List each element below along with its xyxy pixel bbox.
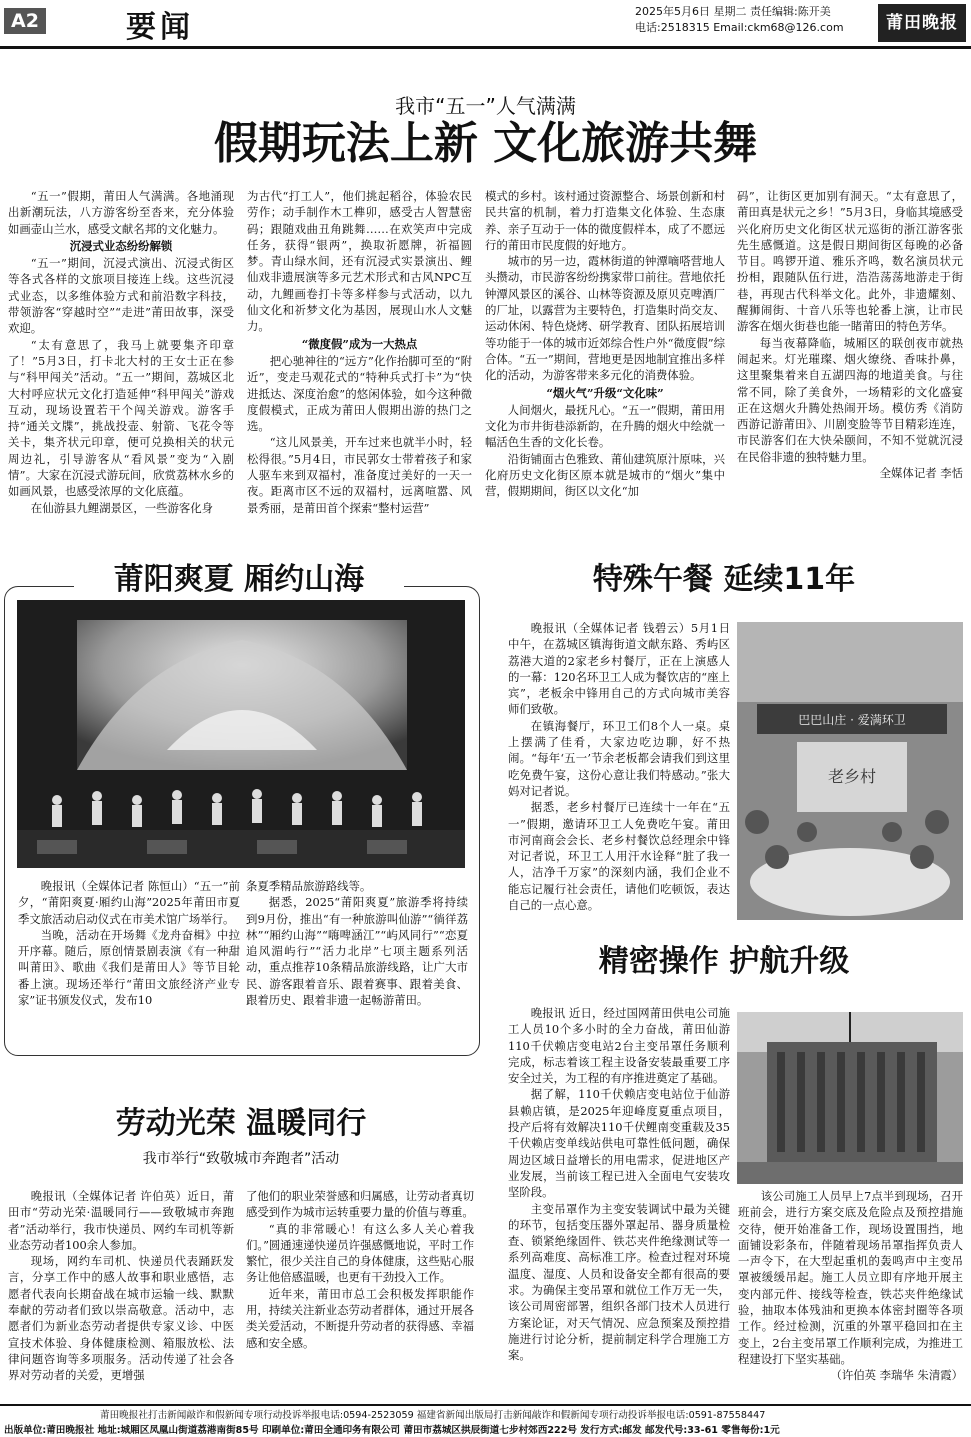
page-header <box>0 0 971 49</box>
paragraph: 沿街铺面古色雅致、莆仙建筑原汁原味，兴化府历史文化街区原本就是城市的“烟火”集中营，假期期间，街区以文化“加 <box>485 451 725 499</box>
contact-line: 电话:2518315 Email:ckm68@126.com <box>635 21 844 34</box>
lead-column-3 <box>485 188 725 552</box>
paragraph: 该公司施工人员早上7点半到现场，召开班前会，进行方案交底及危险点及预控措施交待，便开始准备工作，现场设置围挡，地面铺设彩条布，伴随着现场吊罩指挥负责人一声令下，在大型起重机的轰鸣声中主变吊罩被缓缓吊起。施工人员立即有序地开展主变内部元件、接线等检查，铁芯夹件绝缘试验，抽取本体残油和更换本体密封圈等各项工作。经过检测，沉重的外罩平稳回扣在主变上，2台主变吊罩工作顺利完成，为推进工程建设打下坚实基础。 <box>738 1189 963 1366</box>
photo-sign-text: 老乡村 <box>827 767 877 786</box>
labor-subhead: 我市举行“致敬城市奔跑者”活动 <box>142 1151 340 1167</box>
byline: 全媒体记者 李恬 <box>879 466 963 481</box>
footer-publisher: 出版单位:莆田晚报社 地址:城厢区凤凰山街道荔港南街85号 印刷单位:莆田全通印务有限公司 莆田市荔城区拱辰街道七步村郊西222号 发行方式:邮发 邮发代号:33-61 零售每份:1元 <box>4 1425 780 1436</box>
footer-hotline: 莆田晚报社打击新闻敲诈和假新闻专项行动投诉举报电话:0594-2523059 福建省新闻出版局打击新闻敲诈和假新闻专项行动投诉举报电话:0591-87558447 <box>100 1410 766 1421</box>
summer-headline: 莆阳爽夏 厢约山海 <box>113 562 365 597</box>
lead-headline: 假期玩法上新 文化旅游共舞 <box>213 118 758 169</box>
footer-rule <box>0 1404 971 1406</box>
meal-column-1 <box>508 620 730 920</box>
paragraph: 据悉，2025“莆阳爽夏”旅游季将持续到9月份，推出“有一种旅游叫仙游”“徜徉荔林”“厢约山海”“嗨啤涵江”“屿风同行”“恋夏追风湄屿行”“活力北岸”七项主题系列活动，重点推荐10条精品旅游线路，让广大市民、游客跟着音乐、跟着赛事、跟着美食、跟着历史、跟着非遗一起畅游莆田。 <box>246 895 468 1008</box>
paragraph: 据了解，110千伏赖店变电站位于仙游县赖店镇，是2025年迎峰度夏重点项目，投产后将有效解决110千伏鲤南变重载及35千伏赖店变单线站供电可靠性低问题，确保周边区域日益增长的用电需求，促进地区产业发展，当前该工程已进入全面电气安装攻坚阶段。 <box>508 1087 730 1200</box>
summer-column-1 <box>18 878 240 1048</box>
labor-column-2 <box>246 1188 474 1398</box>
newspaper-logo: 莆田晚报 <box>878 4 966 42</box>
subheading: 沉浸式业态纷纷解锁 <box>69 238 173 253</box>
photo-banner-text: 巴巴山庄 · 爱满环卫 <box>798 713 906 727</box>
transformer-photo <box>737 1012 963 1184</box>
section-title: 要闻 <box>126 10 194 45</box>
paragraph: 在镇海餐厅，环卫工们8个人一桌。桌上摆满了佳肴，大家边吃边聊，好不热闹。“每年‘五一’节余老板都会请我们到这里吃免费午宴，这份心意让我们特感动。”张大妈对记者说。 <box>508 718 730 798</box>
paragraph: 在仙游县九鲤湖景区，一些游客化身 <box>30 500 214 515</box>
paragraph: 晚报讯（全媒体记者 钱碧云）5月1日中午，在荔城区镇海街道文献东路、秀屿区荔港大道的2家老乡村餐厅，正在上演感人的一幕：120名环卫工人成为餐饮店的“座上宾”，老板余中锋用自己的方式向城市美容师们致敬。 <box>508 621 730 717</box>
paragraph: “这儿风景美，开车过来也就半小时，轻松得很。”5月4日，市民郭女士带着孩子和家人驱车来到双福村，准备度过美好的一天一夜。距离市区不远的双福村，远离喧嚣、风景秀丽，是莆田首个探索“整村运营” <box>247 435 472 515</box>
paragraph: 现场，网约车司机、快递员代表踊跃发言，分享工作中的感人故事和职业感悟，志愿者代表向长期奋战在城市运输一线、默默奉献的劳动者们致以崇高敬意。活动中，志愿者们为新业态劳动者提供专家义诊、中医宣技术体验、身体健康检测、箱服放松、法律问题咨询等多项服务。活动传递了社会各界对劳动者的关爱，更增强 <box>8 1254 234 1383</box>
lead-column-2 <box>247 188 472 552</box>
paragraph: 模式的乡村。该村通过资源整合、场景创新和村民共富的机制，着力打造集文化体验、生态康养、亲子互动于一体的微度假样本，成了不愿远行的莆田市民度假的好地方。 <box>485 189 725 252</box>
byline: （许伯英 李瑞华 朱清霞） <box>830 1368 963 1383</box>
paragraph: 当晚，活动在开场舞《龙舟奋楫》中拉开序幕。随后，原创情景剧表演《有一种甜叫莆田》、歌曲《我们是莆田人》等节目轮番上演。现场还举行“莆田文旅经济产业专家”证书颁发仪式，发布10 <box>18 927 240 1008</box>
power-column-1 <box>508 1005 730 1399</box>
page-number: A2 <box>4 8 46 34</box>
paragraph: 城市的另一边，霞林街道的钟潭嘀嗒营地人头攒动，市民游客纷纷携家带口前往。营地依托钟潭风景区的溪谷、山林等资源及原贝克啤酒厂的厂址，以露营为主要特色，打造集时尚交友、运动休闲、特色烧烤、研学教育、团队拓展培训等功能于一体的城市近郊综合性户外“微度假”综合体。“五一”期间，营地更是因地制宜推出多样化的活动，为游客带来多元化的消费体验。 <box>485 254 725 383</box>
restaurant-lunch-photo <box>737 622 963 920</box>
paragraph: 晚报讯（全媒体记者 陈恒山）“五一”前夕，“莆阳爽夏·厢约山海”2025年莆田市夏季文旅活动启动仪式在市美术馆广场举行。 <box>18 879 240 926</box>
paragraph: “五一”假期，莆田人气满满。各地涌现出新潮玩法，八方游客纷至沓来，充分体验如画壶山兰水，感受文献名邦的文化魅力。 <box>8 189 234 236</box>
labor-headline: 劳动光荣 温暖同行 <box>115 1106 367 1141</box>
paragraph: 了他们的职业荣誉感和归属感，让劳动者真切感受到作为城市运转重要力量的价值与尊重。 <box>246 1189 474 1220</box>
lead-kicker: 我市“五一”人气满满 <box>395 94 576 118</box>
date-editor-line: 2025年5月6日 星期二 责任编辑:陈开美 <box>635 5 831 18</box>
paragraph: 晚报讯（全媒体记者 许伯英）近日，莆田市“劳动光荣·温暖同行——致敬城市奔跑者”活动举行，我市快递员、网约车司机等新业态劳动者100余人参加。 <box>8 1189 234 1252</box>
subheading: “微度假”成为一大热点 <box>301 336 418 351</box>
labor-column-1 <box>8 1188 234 1398</box>
paragraph: 主变吊罩作为主变安装调试中最为关键的环节，包括变压器外罩起吊、器身质量检查、锁紧绝缘固件、铁芯夹件绝缘测试等一系列高难度、高标准工序。检查过程对环境温度、湿度、人员和设备安全都有很高的要求。为确保主变吊罩和就位工作万无一失，该公司周密部署，组织各部门技术人员进行方案论证，对天气情况、应急预案及预控措施进行讨论分析，提前制定科学合理施工方案。 <box>508 1201 730 1363</box>
paragraph: 把心驰神往的“远方”化作抬脚可至的“附近”，变走马观花式的“特种兵式打卡”为“快进抵达、深度治愈”的悠闲体验，如今这种微度假模式，正成为莆田人假期出游的热门之选。 <box>247 353 472 434</box>
paragraph: “太有意思了，我马上就要集齐印章了！”5月3日，打卡北大村的王女士正在参与“科甲闯关”活动。“五一”期间，荔城区北大村呼应状元文化打造延伸“科甲闯关”游戏互动，现场设置若干个闯关游戏。游客手持“通关文牒”，挑战投壶、射箭、飞花令等关卡，集齐状元印章，便可兑换相关的状元周边礼，引导游客从“看风景”变为“入剧情”。大家在沉浸式游玩间，欣赏荔林水乡的如画风景，也感受浓厚的文化底蕴。 <box>8 337 234 499</box>
paragraph: “五一”期间，沉浸式演出、沉浸式街区等各式各样的文旅项目接连上线。这些沉浸式业态，以多维体验方式和前沿数字科技，带领游客“穿越时空”“走进”莆田故事，深受欢迎。 <box>8 256 234 336</box>
paragraph: 近年来，莆田市总工会积极发挥职能作用，持续关注新业态劳动者群体，通过开展各类关爱活动，不断提升劳动者的获得感、幸福感和安全感。 <box>246 1286 474 1350</box>
power-column-2 <box>738 1188 963 1400</box>
lead-column-1 <box>8 188 234 552</box>
lead-column-4 <box>737 188 963 552</box>
paragraph: 据悉，老乡村餐厅已连续十一年在“五一”假期，邀请环卫工人免费吃午宴。莆田市河南商会会长、老乡村餐饮总经理余中锋对记者说，环卫工人用汗水诠释“脏了我一人，洁净千万家”的深刻内涵，我们企业不能忘记履行社会责任，请他们吃顿饭，表达自己的一点心意。 <box>508 800 730 913</box>
paragraph: 码”，让街区更加别有洞天。“太有意思了，莆田真是状元之乡！”5月3日，身临其境感受兴化府历史文化街区状元巡街的浙江游客张先生感慨道。这是假日期间街区每晚的必备节目。鸣锣开道、雅乐齐鸣，数名演员状元扮相，跟随队伍行进，浩浩荡荡地游走于街巷，再现古代科举文化。此外，非遗耀刻、醒狮闹街、十音八乐等也轮番上演，让市民游客在烟火街巷也能一睹莆田的特色芳华。 <box>737 189 963 334</box>
paragraph: 晚报讯 近日，经过国网莆田供电公司施工人员10个多小时的全力奋战，莆田仙游110千伏赖店变电站2台主变吊罩任务顺利完成，标志着该工程主设备安装最重要工序安全过关，为工程的有序推进奠定了基础。 <box>508 1006 730 1086</box>
paragraph: 人间烟火，最抚凡心。“五一”假期，莆田用文化为市井街巷添新韵，在升腾的烟火中绘就一幅活色生香的文化长卷。 <box>485 402 725 450</box>
paragraph: 每当夜幕降临，城厢区的联创夜市就热闹起来。灯光璀璨、烟火缭绕、香味扑鼻，这里聚集着来自五湖四海的地道美食。与往常不同，除了美食外，一场精彩的文化盛宴正在这烟火升腾处热闹开场。模仿秀《消防西游记游莆田》、川剧变脸等节目精彩连连，市民游客们在大快朵颐间，不知不觉就沉浸在民俗非遗的独特魅力里。 <box>737 335 963 464</box>
stage-performance-photo <box>17 600 465 868</box>
meal-headline: 特殊午餐 延续11年 <box>592 562 856 597</box>
paragraph: 为古代“打工人”，他们挑起稻谷，体验农民劳作；动手制作木工榫卯，感受古人智慧密码；跟随戏曲丑角跳舞……在欢笑声中完成任务，获得“银两”，换取祈愿牌，祈福圆梦。青山绿水间，还有沉浸式实景演出、鲤仙戏非遗展演等多元艺术形式和古风NPC互动，九鲤画卷打卡等多样参与式活动，以九仙文化和祈梦文化为基因，展现山水人文魅力。 <box>247 189 472 334</box>
subheading: “烟火气”升级“文化味” <box>546 385 664 400</box>
paragraph: “真的非常暖心！有这么多人关心着我们。”圆通速递快递员许强感慨地说，平时工作繁忙，很少关注自己的身体健康，这些贴心服务让他倍感温暖，也更有干劲投入工作。 <box>246 1221 474 1285</box>
summer-column-2 <box>246 878 468 1048</box>
paragraph: 条夏季精品旅游路线等。 <box>246 879 372 893</box>
power-headline: 精密操作 护航升级 <box>598 944 850 979</box>
